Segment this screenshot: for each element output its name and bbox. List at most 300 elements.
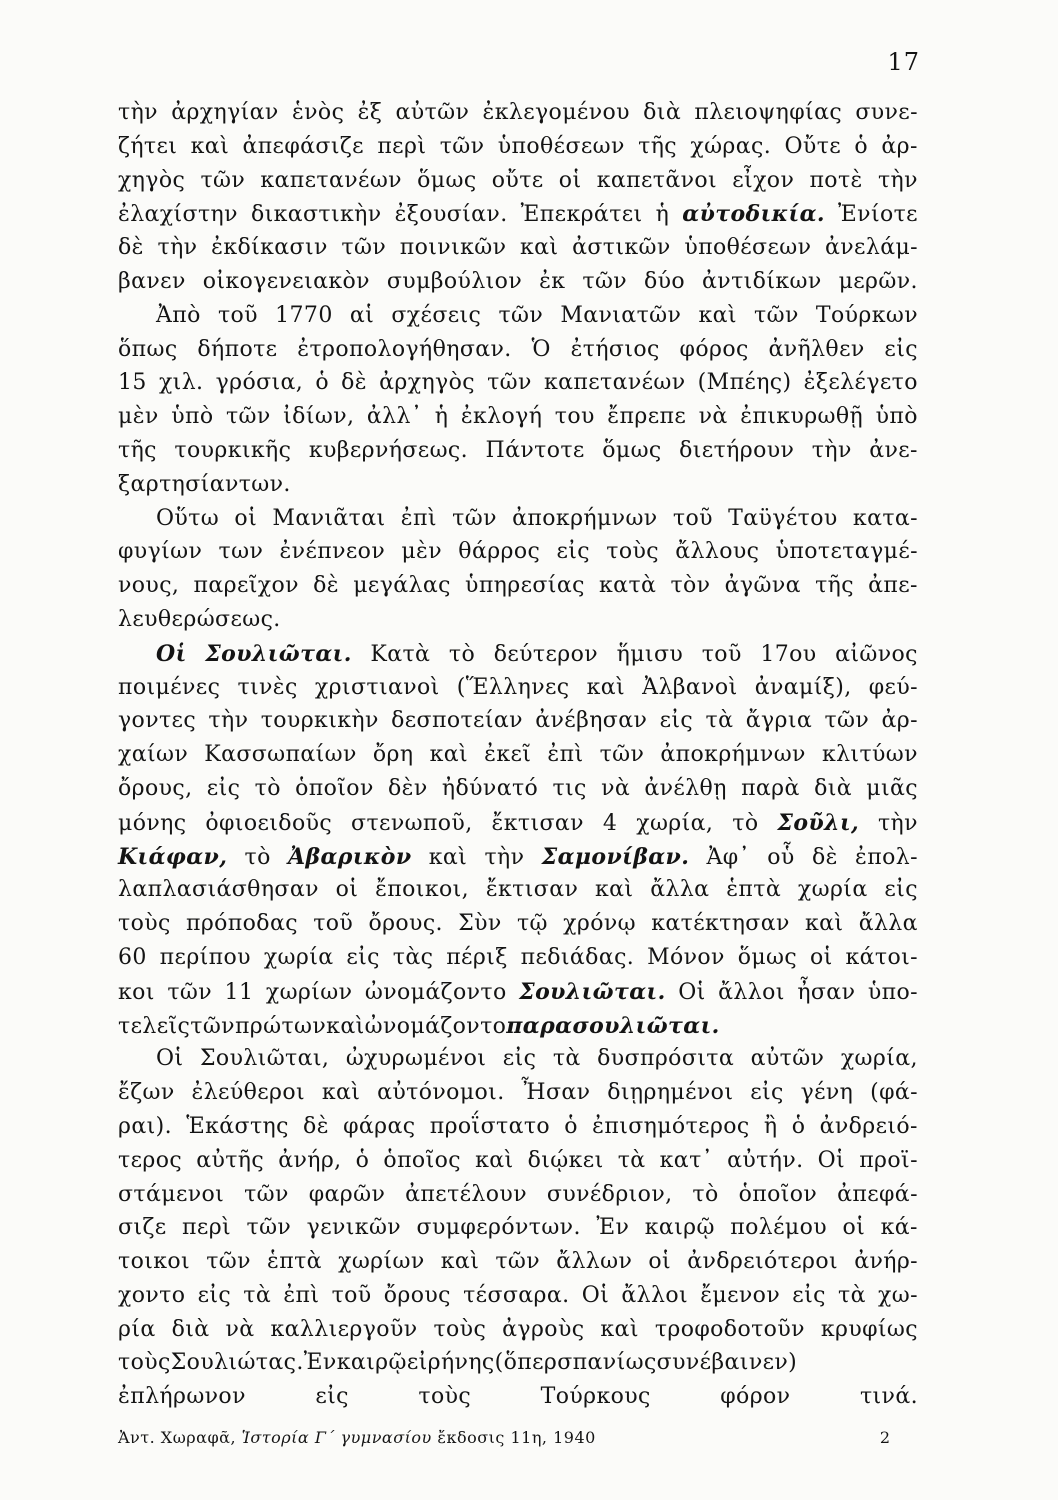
word: Ἀπὸ [156,302,201,328]
word: 11 [224,979,254,1005]
word: αὐτῆς [196,1147,265,1173]
word: χωρίων [265,979,353,1005]
word: ἀνδρειό- [819,1113,918,1139]
word: ὁ [791,1113,806,1139]
word: τινὲς [237,674,298,700]
word: φυγίων [118,539,203,565]
word: καὶ [190,133,230,159]
word: γοντες [118,708,197,734]
word: καὶ [428,844,468,870]
word: ὁποῖον [295,775,374,801]
word: συνέβαινεν) [656,1350,798,1376]
word: τῆς [638,133,678,159]
emphasized-word: Σουλιῶται. [205,640,352,667]
word: καιρῷ [644,1215,715,1241]
word: περίπου [159,944,251,970]
word: διετήρουν [679,437,795,463]
word: ἀπε- [868,573,918,599]
word: (Μπέης) [697,370,792,396]
word: κατὰ [599,573,657,599]
word: καπετανέων [543,370,686,396]
word: ἄλλα [858,911,918,937]
word: τῶν [190,1013,235,1039]
word: αὐτῶν [750,1046,825,1072]
text-line [118,776,918,810]
word: ἄλλοι [718,979,785,1005]
emphasized-word: Σουλιῶται. [519,978,666,1005]
word: ἦσαν [797,979,856,1005]
word: ἀπεφάσιζε [242,133,364,159]
word: σιζε [118,1215,167,1241]
word: χιλ. [158,370,204,396]
word: ἔπρεπε [607,404,687,430]
word: δεσποτείαν [391,708,523,734]
word: Ἑκάστης [186,1113,289,1139]
word: ἐπὶ [547,742,584,768]
word: μόνης [118,810,187,836]
text-line [118,201,918,235]
word: τουρκικὴν [260,708,379,734]
word: χηγὸς [118,167,186,193]
word: τοῦ [701,641,742,667]
word: οὔτε [491,167,544,193]
word: δὲ [118,235,144,261]
word: ἀνέλθῃ [644,775,727,801]
text-line [118,100,918,134]
word: πλειοψηφίας [694,100,843,125]
emphasized-word: Ἀβαρικὸν [287,843,412,870]
word: ἀγροὺς [502,1316,585,1342]
word: αἰῶνος [835,641,918,667]
source-citation [118,1428,596,1447]
word: τελεῖς [118,1013,191,1039]
word: ἐτροπολογήθησαν. [297,336,512,362]
word: ἐπὶ [283,1282,320,1308]
word: κατα- [852,505,918,531]
word: οἱ [558,167,582,193]
word: στάμενοι [118,1181,225,1207]
word: καὶ [321,1080,361,1106]
text-line [118,1249,918,1283]
word: ὑποθέσεων [684,235,812,261]
word: τέσσαρα. [463,1282,570,1308]
word: του [554,404,595,430]
word: διῴκει [527,1147,604,1173]
text-line [118,269,918,303]
word: ἔμενον [700,1282,781,1308]
word: τὰ [617,1147,646,1173]
word: νὰ [698,404,728,430]
text-line [118,506,918,540]
word: τὸ [448,641,476,667]
word: φεύ- [868,674,918,700]
word: τῶν [582,268,628,294]
text-line [118,1080,918,1114]
word: τοικοι [118,1249,191,1275]
word: οἱ [234,505,258,531]
word: ἐνέπνεον [279,539,386,565]
word: ὄρους [383,1282,451,1308]
word: εἰς [659,708,694,734]
word: φόρος [679,336,749,362]
text-line [118,134,918,168]
word: συμφερόντων. [416,1215,581,1241]
word: αὐτόνομοι. [377,1080,505,1106]
word: χριστιανοὶ [314,674,440,700]
word: πεδιάδας. [520,944,635,970]
word: ἠδύνατό [441,775,539,801]
word: τὴν [811,437,852,463]
word: τὴν [157,235,198,261]
word: παρὰ [741,775,800,801]
word: εἶχον [732,167,795,193]
word: εἰς [206,775,241,801]
word: εἰς [884,877,918,903]
word: Ἐνίοτε [838,202,918,228]
word: κά- [880,1215,918,1241]
word: Πάντοτε [485,437,585,463]
word: καπετανέων [260,167,402,193]
word: Ἦσαν [521,1080,591,1106]
text-line [118,641,918,675]
word: τῶν [824,708,870,734]
word: δικαστικὴν [250,202,382,228]
word: ὠνομάζοντο [364,979,507,1005]
word: τὰ [243,1282,272,1308]
word: ὠχυρωμένοι [345,1046,487,1072]
word: προΐστατο [429,1113,551,1139]
word: τοῦ [672,505,713,531]
word: τοῦ [331,1282,372,1308]
word: συνε- [855,100,918,125]
text-line [118,675,918,709]
text-line [118,945,918,979]
word: εἰρήνης [406,1350,495,1376]
word: ἀνῆλθεν [768,336,865,362]
word: ἀλλ᾽ [366,404,423,430]
word: τουρκικῆς [174,437,292,463]
word: ἀρχηγίαν [171,100,279,125]
word: ἐκεῖ [484,742,532,768]
text-line [118,1182,918,1216]
word: Κατὰ [370,641,431,667]
word: συμβούλιον [386,268,523,294]
body-text [118,100,918,1418]
word: τοῦ [217,302,258,328]
word: κρυφίως [820,1316,918,1342]
text-line [118,168,918,202]
word: τοὺς [433,1316,487,1342]
word: ἀρ- [881,708,918,734]
word: χοντο [118,1282,186,1308]
text-line [118,979,918,1013]
word: ὄρους. [368,911,443,937]
word: καπετᾶνοι [596,167,718,193]
word: τῶν [167,979,213,1005]
word: τῶν [452,505,497,531]
word: ἀπετέλουν [405,1181,527,1207]
word: αἱ [349,302,375,328]
text-line [118,810,918,844]
text-line [118,235,918,269]
word: τερος [118,1147,183,1173]
word: θάρρος [458,539,541,565]
word: φαρῶν [308,1181,386,1207]
word: διὰ [814,775,852,801]
word: τῷ [516,911,548,937]
text-line [118,1317,918,1351]
word: συνέδριον, [546,1181,673,1207]
word: Κασσωπαίων [204,742,357,768]
word: σπανίως [557,1350,657,1376]
word: λαπλασιάσθησαν [118,877,319,903]
word: ἀνε- [869,437,918,463]
word: ἀπεφά- [837,1181,918,1207]
word: μιᾶς [866,775,918,801]
word: πρώτων [234,1013,327,1039]
text-line [118,607,918,641]
word: φάρας [343,1113,416,1139]
word: πέριξ [446,944,508,970]
text-line [118,1114,918,1148]
text-line [118,303,918,337]
word: φόρον [720,1384,791,1410]
page-number: 17 [887,48,920,76]
word: νους, [118,573,180,599]
word: μὲν [118,404,159,430]
word: ἔκτισαν [491,810,584,836]
word: τὴν [877,810,918,836]
word: τὸ [244,844,271,870]
word: τὰ [838,1282,866,1308]
word: εἰς [315,1384,349,1410]
word: εἰς [502,1046,537,1072]
word: τὴν [208,708,249,734]
word: Τούρκων [815,302,918,328]
word: τῆς [118,437,157,463]
text-line [118,1046,918,1080]
emphasized-word: αὐτοδικία. [682,201,825,228]
word: 4 [602,810,618,836]
word: καὶ [586,674,626,700]
word: μερῶν. [838,268,918,294]
word: εἰς [556,539,591,565]
word: ἀποκρήμνων [660,742,806,768]
word: ἐλεύθεροι [191,1080,306,1106]
word: τὴν [484,844,525,870]
text-line [118,708,918,742]
word: Ἐν [596,1215,630,1241]
text-line [118,1215,918,1249]
word: τῶν [206,1249,251,1275]
word: Οἱ [817,1147,846,1173]
word: κατ᾽ [659,1147,714,1173]
word: ἐκλεγομένου [482,100,630,125]
citation-author: Ἀντ. Χωραφᾶ, [118,1428,237,1447]
word: δήποτε [197,336,278,362]
word: 1770 [275,302,333,328]
word: ἐπὶ [400,505,437,531]
word: ὁ [315,370,329,396]
word: οὗ [767,844,795,870]
word: ἢ [763,1113,778,1139]
emphasized-word: Κιάφαν, [118,843,228,870]
word: (φά- [870,1080,918,1106]
footer [118,1428,890,1447]
word: ἀναμίξ), [754,674,852,700]
word: ἐπισημότερος [592,1113,750,1139]
word: τῶν [341,235,387,261]
word: ἐπλήρωνον [118,1384,246,1410]
word: ξαρτησίαν [118,471,239,497]
word: ἄλλα [650,877,710,903]
word: ποτὲ [809,167,863,193]
word: ἐκδίκασιν [211,235,328,261]
word: ἄγρια [745,708,813,734]
text-line [118,911,918,945]
word: δὲ [341,370,367,396]
word: ὅμως [602,437,662,463]
word: Σουλιώτας. [170,1350,304,1376]
word: μεγάλας [353,573,451,599]
word: ἑπτὰ [267,1249,322,1275]
word: πρόποδας [185,911,298,937]
word: ὁποῖον [738,1181,818,1207]
word: ἀνέβησαν [535,708,648,734]
word: τοὺς [118,1350,171,1376]
word: (Ἕλληνες [456,674,570,700]
word: καὶ [326,1013,365,1039]
word: ἐλαχίστην [118,202,238,228]
text-line [118,742,918,776]
word: χωρία, [636,810,714,836]
emphasized-word: παρασουλιῶται. [506,1012,720,1039]
word: ἐτήσιος [570,336,660,362]
word: καὶ [475,1147,514,1173]
word: Μόνον [647,944,725,970]
word: λευθερώσεως. [118,606,281,632]
word: τὴν [877,167,918,193]
word: καὶ [595,877,634,903]
word: νὰ [601,775,631,801]
word: σχέσεις [391,302,482,328]
word: χωρίων [338,1249,425,1275]
word: ἐξελέγετο [803,370,918,396]
word: δεύτερον [493,641,599,667]
word: Ἀφ᾽ [706,844,751,870]
citation-edition: ἔκδοσις 11η, 1940 [437,1428,596,1447]
word: κυβερνήσεως. [308,437,469,463]
word: ἀρχηγὸς [379,370,475,396]
word: ἑνὸς [291,100,345,125]
word: ἥμισυ [616,641,684,667]
word: πολέμου [730,1215,828,1241]
word: μὲν [401,539,443,565]
word: ἡ [434,404,449,430]
word: ἀποκρήμνων [512,505,658,531]
word: παρεῖχον [193,573,299,599]
word: ζήτει [118,133,178,159]
word: δὲν [388,775,428,801]
word: ἐκ [539,268,566,294]
word: τὰ [705,708,734,734]
word: περὶ [182,1215,232,1241]
word: τὸ [732,810,759,836]
word: οἰκογενειακὸν [202,268,370,294]
text-line [118,573,918,607]
text-line [118,539,918,573]
word: ἐκλογή [460,404,543,430]
text-line [118,404,918,438]
word: ἰδίων, [283,404,355,430]
word: 15 [118,370,147,396]
word: οἱ [648,1249,672,1275]
word: ὄρη [372,742,414,768]
word: στενωποῦ, [351,810,473,836]
word: Οἱ [156,1046,184,1072]
word: ὁ [355,1147,370,1173]
word: ὀφιοειδοῦς [205,810,333,836]
word: Ἐν [303,1350,337,1376]
text-line [118,1148,918,1182]
text-line [118,337,918,371]
word: ἔποικοι, [375,877,470,903]
emphasized-word: Οἱ [156,640,187,667]
word: ἡ [655,202,670,228]
word: τὸν [670,573,711,599]
word: κάτοι- [845,944,918,970]
word: οἱ [335,877,359,903]
text-line [118,844,918,878]
word: γένη [800,1080,854,1106]
word: ρία [118,1316,156,1342]
word: ἐπολ- [855,844,918,870]
text-line [118,370,918,404]
word: τῶν [244,1181,289,1207]
word: χωρία [797,877,868,903]
word: τῶν [439,133,485,159]
word: καὶ [805,911,844,937]
word: διὰ [171,1316,210,1342]
word: 17ου [760,641,817,667]
word: εἰς [197,1282,232,1308]
word: νὰ [225,1316,255,1342]
word: χω- [878,1282,918,1308]
word: τῶν [754,302,799,328]
word: τὸ [692,1181,719,1207]
word: ἄλλων [556,1249,633,1275]
word: ἔκτισαν [485,877,579,903]
word: Οὔτε [784,133,842,159]
word: τῶν [498,302,544,328]
word: τοὺς [418,1384,472,1410]
word: Μανιατῶν [560,302,682,328]
word: χαίων [118,742,189,768]
word: ποιμένες [118,674,221,700]
word: ἔζων [118,1080,175,1106]
word: κλιτύων [821,742,918,768]
word: τις [552,775,587,801]
word: καὶ [520,235,559,261]
word: ὁ [854,133,869,159]
word: κατέκτησαν [651,911,790,937]
sheet-number: 2 [879,1428,890,1447]
word: Οὕτω [156,505,220,531]
text-line [118,438,918,472]
word: καλλιεργοῦν [270,1316,418,1342]
word: ὅπως [118,336,178,362]
word: ὑπὸ [875,404,918,430]
